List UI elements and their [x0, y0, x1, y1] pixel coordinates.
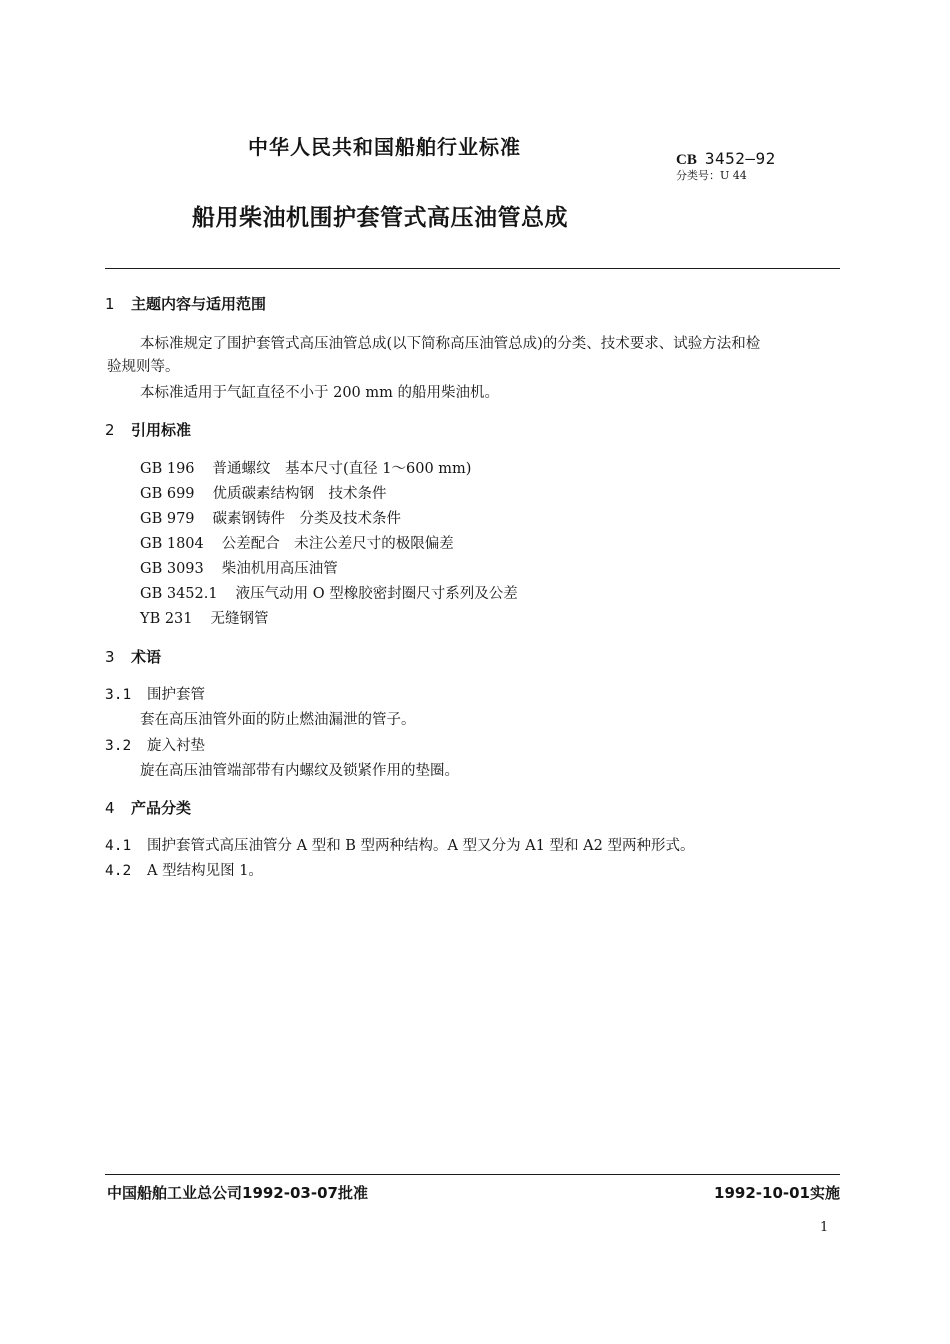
section-1-heading: [105, 293, 266, 314]
reference-name: 液压气动用 O 型橡胶密封圈尺寸系列及公差: [235, 586, 518, 602]
header-organization: 中华人民共和国船舶行业标准: [248, 135, 521, 159]
clause: [105, 834, 694, 855]
clause-number: 4.1: [105, 838, 132, 854]
clause-number: 4.2: [105, 863, 132, 879]
section-2-heading: [105, 419, 191, 440]
reference-standard: [140, 607, 269, 628]
clause-text: 围护套管式高压油管分 A 型和 B 型两种结构。A 型又分为 A1 型和 A2 型两种形式。: [147, 838, 695, 854]
reference-code: GB 3093: [140, 561, 204, 577]
standard-prefix: CB: [676, 152, 697, 168]
paragraph-1-line-2: 验规则等。: [107, 359, 180, 375]
section-number: 1: [105, 295, 115, 313]
reference-code: GB 979: [140, 511, 195, 527]
term-name: 旋入衬垫: [147, 738, 205, 754]
section-title: 术语: [131, 648, 162, 666]
term-heading: [105, 734, 205, 755]
clause: [105, 859, 263, 880]
term-definition: 套在高压油管外面的防止燃油漏泄的管子。: [140, 712, 416, 728]
reference-name: 优质碳素结构钢 技术条件: [212, 486, 387, 502]
reference-name: 普通螺纹 基本尺寸(直径 1～600 mm): [212, 461, 472, 477]
paragraph-1-line-1: 本标准规定了围护套管式高压油管总成(以下简称高压油管总成)的分类、技术要求、试验方法和检: [140, 336, 761, 352]
reference-standard: [140, 532, 454, 553]
reference-code: GB 699: [140, 486, 195, 502]
reference-code: GB 3452.1: [140, 586, 218, 602]
section-title: 主题内容与适用范围: [131, 295, 267, 313]
reference-standard: [140, 507, 401, 528]
section-3-heading: [105, 646, 161, 667]
reference-name: 碳素钢铸件 分类及技术条件: [212, 511, 402, 527]
reference-code: YB 231: [140, 611, 193, 627]
reference-standard: [140, 582, 518, 603]
reference-name: 柴油机用高压油管: [221, 561, 338, 577]
term-name: 围护套管: [147, 687, 205, 703]
standard-code: 3452—92: [704, 149, 776, 168]
term-number: 3.2: [105, 738, 132, 754]
reference-standard: [140, 557, 338, 578]
document-title: 船用柴油机围护套管式高压油管总成: [192, 205, 568, 231]
page-number: 1: [820, 1220, 829, 1235]
section-title: 引用标准: [131, 421, 192, 439]
section-number: 4: [105, 799, 115, 817]
reference-name: 无缝钢管: [210, 611, 269, 627]
term-heading: [105, 683, 205, 704]
section-number: 2: [105, 421, 115, 439]
term-number: 3.1: [105, 687, 132, 703]
reference-name: 公差配合 未注公差尺寸的极限偏差: [221, 536, 454, 552]
term-definition: 旋在高压油管端部带有内螺纹及锁紧作用的垫圈。: [140, 763, 459, 779]
paragraph-2: 本标准适用于气缸直径不小于 200 mm 的船用柴油机。: [140, 385, 500, 401]
section-number: 3: [105, 648, 115, 666]
classification-number: 分类号：U 44: [676, 169, 747, 182]
header-divider: [105, 268, 840, 269]
section-title: 产品分类: [131, 799, 192, 817]
standard-number: [676, 149, 776, 169]
section-4-heading: [105, 797, 191, 818]
reference-code: GB 196: [140, 461, 195, 477]
footer-divider: [105, 1174, 840, 1175]
reference-code: GB 1804: [140, 536, 204, 552]
implementation-date: 1992-10-01实施: [714, 1184, 840, 1202]
clause-text: A 型结构见图 1。: [147, 863, 263, 879]
reference-standard: [140, 457, 471, 478]
reference-standard: [140, 482, 387, 503]
approval-statement: 中国船舶工业总公司1992-03-07批准: [107, 1184, 368, 1202]
